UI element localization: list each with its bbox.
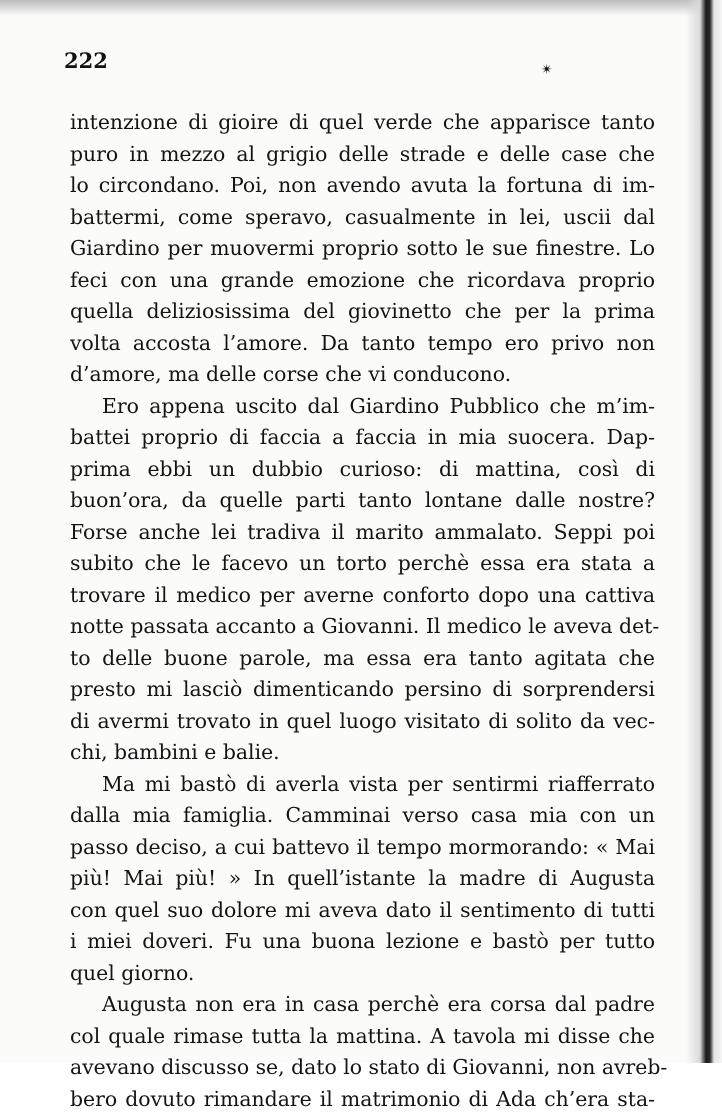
text-line: Forse anche lei tradiva il marito ammalato. Seppi poi [70,517,655,549]
text-line: i miei doveri. Fu una buona lezione e bastò per tutto [70,926,655,958]
text-line: chi, bambini e balie. [70,737,655,769]
text-line: battei proprio di faccia a faccia in mia suocera. Dap- [70,422,655,454]
text-line: d’amore, ma delle corse che vi conducono. [70,359,655,391]
text-line: Augusta non era in casa perchè era corsa dal padre [70,989,655,1021]
text-line: col quale rimase tutta la mattina. A tavola mi disse che [70,1021,655,1053]
page-number: 222 [64,48,108,73]
text-line: intenzione di gioire di quel verde che apparisce tanto [70,107,655,139]
text-line: Ero appena uscito dal Giardino Pubblico che m’im- [70,391,655,423]
text-line: subito che le facevo un torto perchè essa era stata a [70,548,655,580]
text-line: avevano discusso se, dato lo stato di Giovanni, non avreb- [70,1052,655,1084]
text-line: buon’ora, da quelle parti tanto lontane dalle nostre? [70,485,655,517]
page-top-shadow [0,0,722,16]
text-line: Ma mi bastò di averla vista per sentirmi riafferrato [70,769,655,801]
text-line: trovare il medico per averne conforto dopo una cattiva [70,580,655,612]
text-line: to delle buone parole, ma essa era tanto agitata che [70,643,655,675]
corner-mark: ✴ [541,62,553,78]
text-line: lo circondano. Poi, non avendo avuta la fortuna di im- [70,170,655,202]
text-line: battermi, come speravo, casualmente in lei, uscii dal [70,202,655,234]
body-text [70,107,655,1115]
text-line: più! Mai più! » In quell’istante la madre di Augusta [70,863,655,895]
text-line: bero dovuto rimandare il matrimonio di Ada ch’era sta- [70,1084,655,1115]
text-line: quella deliziosissima del giovinetto che per la prima [70,296,655,328]
text-line: volta accosta l’amore. Da tanto tempo ero privo non [70,328,655,360]
text-line: passo deciso, a cui battevo il tempo mormorando: « Mai [70,832,655,864]
book-spine-shadow [686,0,722,1063]
text-line: feci con una grande emozione che ricordava proprio [70,265,655,297]
text-line: presto mi lasciò dimenticando persino di sorprendersi [70,674,655,706]
text-line: puro in mezzo al grigio delle strade e delle case che [70,139,655,171]
text-line: dalla mia famiglia. Camminai verso casa mia con un [70,800,655,832]
text-line: con quel suo dolore mi aveva dato il sentimento di tutti [70,895,655,927]
text-line: quel giorno. [70,958,655,990]
text-line: prima ebbi un dubbio curioso: di mattina, così di [70,454,655,486]
text-line: notte passata accanto a Giovanni. Il medico le aveva det- [70,611,655,643]
text-line: di avermi trovato in quel luogo visitato di solito da vec- [70,706,655,738]
text-line: Giardino per muovermi proprio sotto le sue finestre. Lo [70,233,655,265]
